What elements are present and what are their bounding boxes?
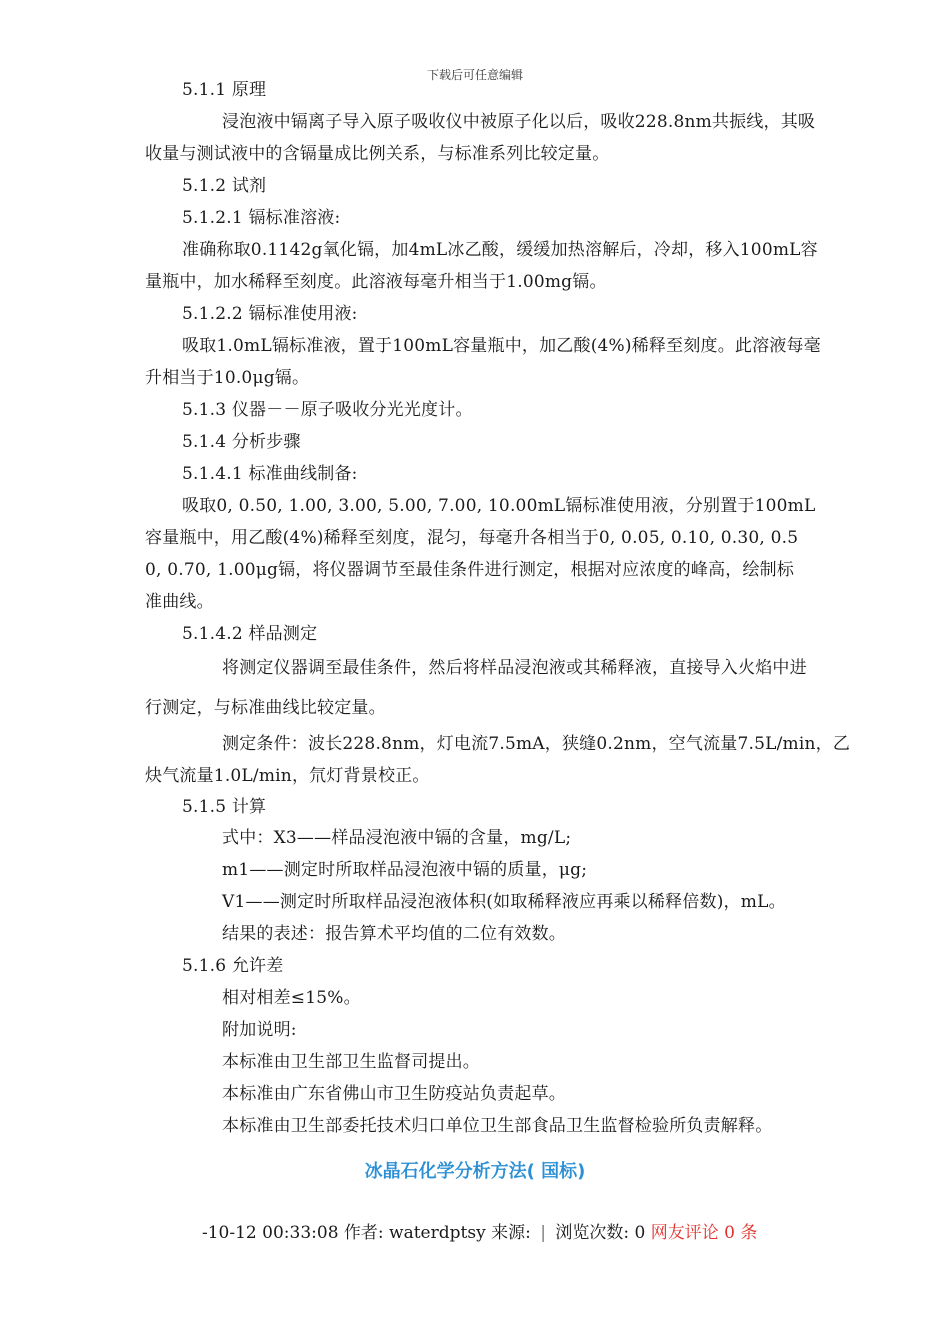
paragraph-line: 准确称取0.1142g氧化镉，加4mL冰乙酸，缓缓加热溶解后，冷却，移入100mL容 — [182, 240, 818, 260]
paragraph-line: 本标准由广东省佛山市卫生防疫站负责起草。 — [222, 1084, 566, 1104]
paragraph-line: 相对相差≤15%。 — [222, 988, 361, 1008]
paragraph-line: m1——测定时所取样品浸泡液中镉的质量，μg; — [222, 860, 588, 880]
section-heading: 5.1.5 计算 — [182, 797, 267, 817]
section-heading: 5.1.2 试剂 — [182, 176, 267, 196]
meta-info: -10-12 00:33:08 作者: waterdptsy 来源: — [202, 1223, 531, 1243]
paragraph-line: 式中：X3——样品浸泡液中镉的含量，mg/L; — [222, 828, 572, 848]
paragraph-line: 本标准由卫生部委托技术归口单位卫生部食品卫生监督检验所负责解释。 — [222, 1116, 773, 1136]
comments-link[interactable]: 网友评论 0 条 — [650, 1223, 758, 1243]
article-meta — [202, 1218, 757, 1243]
section-heading: 5.1.1 原理 — [182, 80, 267, 100]
section-heading: 5.1.4.2 样品测定 — [182, 624, 318, 644]
paragraph-line: 浸泡液中镉离子导入原子吸收仪中被原子化以后，吸收228.8nm共振线，其吸 — [222, 112, 816, 132]
paragraph-line: 0, 0.70, 1.00μg镉，将仪器调节至最佳条件进行测定，根据对应浓度的峰高，绘制标 — [145, 560, 795, 580]
section-heading: 5.1.2.2 镉标准使用液: — [182, 304, 358, 324]
paragraph-line: 吸取1.0mL镉标准液，置于100mL容量瓶中，加乙酸(4%)稀释至刻度。此溶液每毫 — [182, 336, 821, 356]
article-title: 冰晶石化学分析方法( 国标) — [364, 1161, 586, 1182]
paragraph-line: 量瓶中，加水稀释至刻度。此溶液每毫升相当于1.00mg镉。 — [145, 272, 607, 292]
section-heading: 5.1.6 允许差 — [182, 956, 284, 976]
paragraph-line: 行测定，与标准曲线比较定量。 — [145, 698, 386, 718]
paragraph-line: 炔气流量1.0L/min，氘灯背景校正。 — [145, 766, 430, 786]
paragraph-line: 本标准由卫生部卫生监督司提出。 — [222, 1052, 480, 1072]
section-heading: 5.1.2.1 镉标准溶液: — [182, 208, 341, 228]
paragraph-line: V1——测定时所取样品浸泡液体积(如取稀释液应再乘以稀释倍数)，mL。 — [222, 892, 786, 912]
paragraph-line: 收量与测试液中的含镉量成比例关系，与标准系列比较定量。 — [145, 144, 610, 164]
paragraph-line: 测定条件：波长228.8nm，灯电流7.5mA，狭缝0.2nm，空气流量7.5L/min，乙 — [222, 734, 851, 754]
paragraph-line: 将测定仪器调至最佳条件，然后将样品浸泡液或其稀释液，直接导入火焰中进 — [222, 658, 807, 678]
paragraph-line: 吸取0, 0.50, 1.00, 3.00, 5.00, 7.00, 10.00mL镉标准使用液，分别置于100mL — [182, 496, 816, 516]
section-heading: 5.1.4.1 标准曲线制备: — [182, 464, 358, 484]
meta-separator: | — [540, 1223, 546, 1243]
meta-views: 浏览次数: 0 — [555, 1223, 646, 1243]
section-heading: 5.1.3 仪器－－原子吸收分光光度计。 — [182, 400, 473, 420]
page-header-note: 下载后可任意编辑 — [426, 68, 523, 82]
paragraph-line: 容量瓶中，用乙酸(4%)稀释至刻度，混匀，每毫升各相当于0, 0.05, 0.10, 0.30, 0.5 — [145, 528, 799, 548]
paragraph-line: 附加说明: — [222, 1020, 297, 1040]
paragraph-line: 升相当于10.0μg镉。 — [145, 368, 310, 388]
section-heading: 5.1.4 分析步骤 — [182, 432, 301, 452]
paragraph-line: 准曲线。 — [145, 592, 214, 612]
paragraph-line: 结果的表述：报告算术平均值的二位有效数。 — [222, 924, 566, 944]
